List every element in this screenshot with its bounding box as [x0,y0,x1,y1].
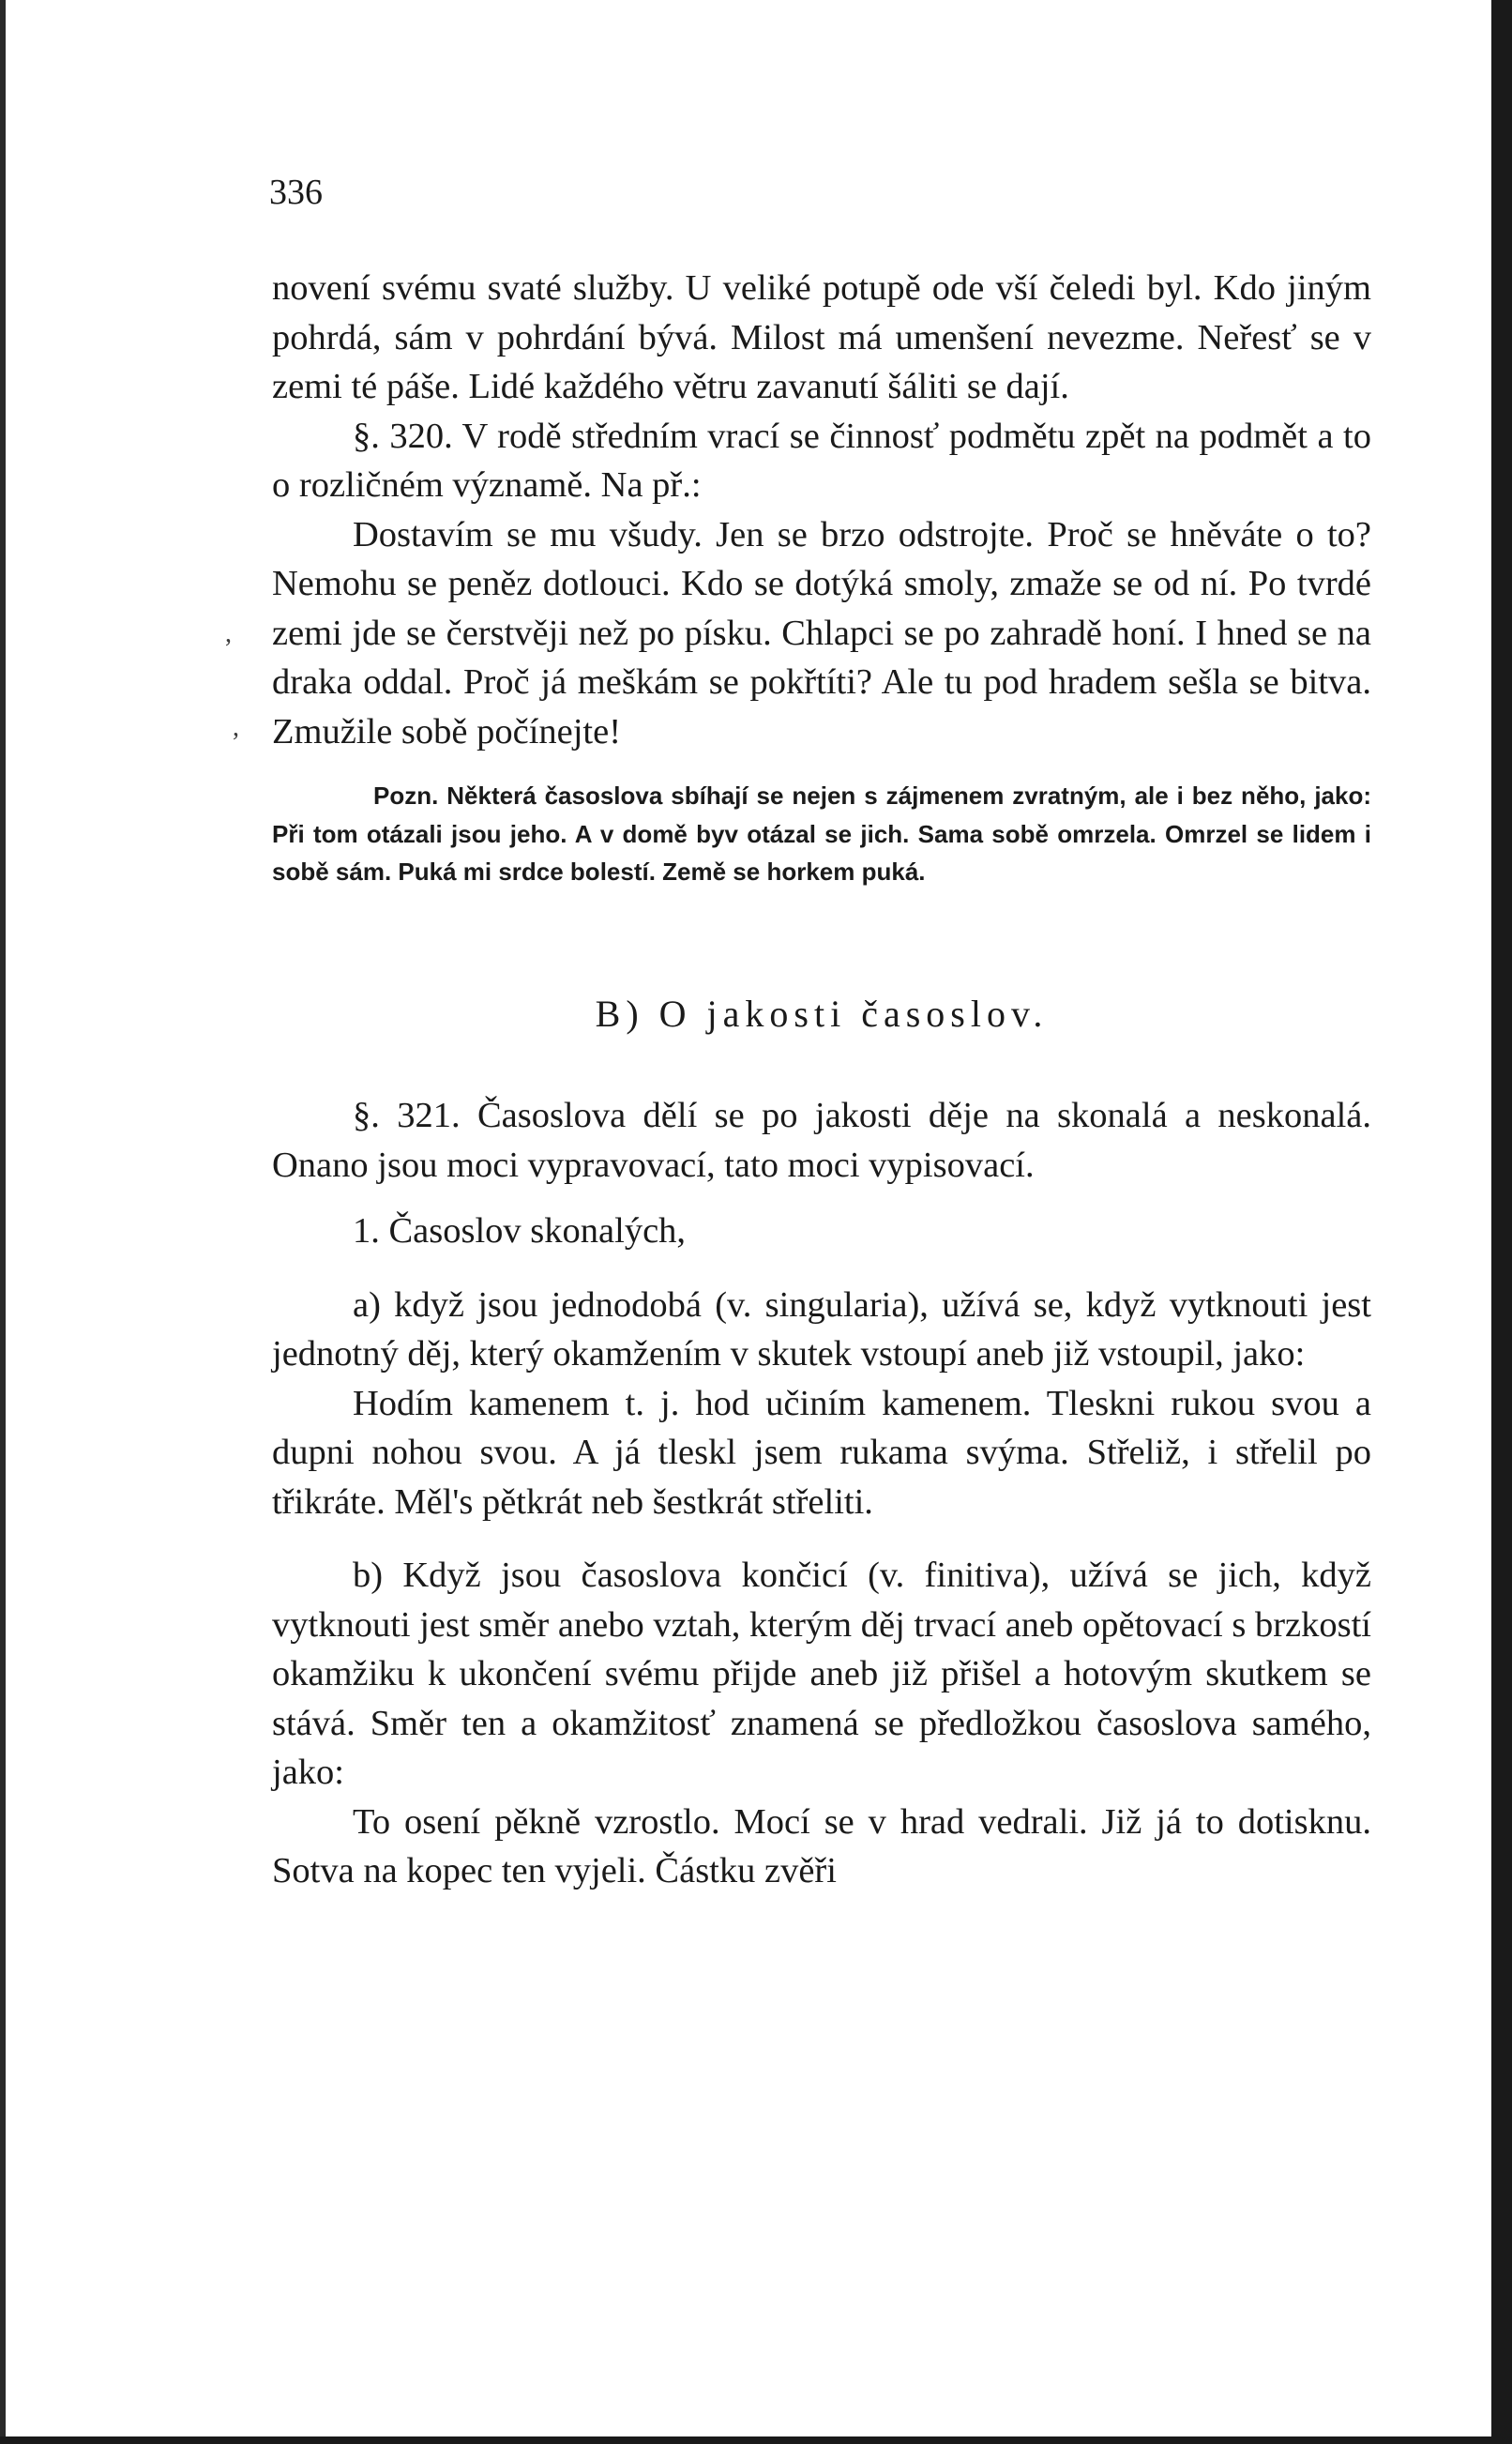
scan-border-right [1491,0,1512,2444]
margin-mark: , [225,619,232,648]
section-320-examples: Dostavím se mu všudy. Jen se brzo odstrojte. Proč se hněváte o to? Nemohu se peněz dotlouci. Kdo se dotýká smoly, zmaže se od ní. Po tvrdé zemi jde se čerstvěji než po písku. Chlapci se po zahradě honí. I hned se na draka oddal. Proč já meškám se pokřtíti? Ale tu pod hradem sešla se bitva. Zmužile sobě počínejte! [272,514,1371,751]
subsection-b-examples: To osení pěkně vzrostlo. Mocí se v hrad vedrali. Již já to dotisknu. Sotva na kopec ten vyjeli. Částku zvěři [272,1801,1371,1890]
section-320-intro: §. 320. V rodě středním vrací se činnosť podmětu zpět na podmět a to o rozličném významě. Na př.: [272,416,1371,505]
section-321-intro: §. 321. Časoslova dělí se po jakosti děje na skonalá a neskonalá. Onano jsou moci vypravovací, tato moci vypisovací. [272,1096,1371,1185]
scan-border-left [0,0,6,2444]
margin-mark: , [233,713,239,742]
subsection-a: a) když jsou jednodobá (v. singularia), užívá se, když vytknouti jest jednotný děj, který okamžením v skutek vstoupí aneb již vstoupil, jako: [272,1284,1371,1374]
page-number: 336 [269,173,323,212]
scan-border-bottom [0,2436,1512,2444]
paragraph-continuation: novení svému svaté služby. U veliké potupě ode vší čeledi byl. Kdo jiným pohrdá, sám v pohrdání bývá. Milost má umenšení nevezme. Neřesť se v zemi té páše. Lidé každého větru zavanutí šáliti se dají. [272,268,1371,406]
page-body [272,264,1371,1896]
list-item-heading: 1. Časoslov skonalých, [353,1211,687,1251]
subsection-b: b) Když jsou časoslova končicí (v. finitiva), užívá se jich, když vytknouti jest směr anebo vztah, kterým děj trvací aneb opětovací s brzkostí okamžiku k ukončení svému přijde aneb již přišel a hotovým skutkem se stává. Směr ten a okamžitosť znamená se předložkou časoslova samého, jako: [272,1556,1371,1792]
section-heading: B) O jakosti časoslov. [595,992,1049,1035]
subsection-a-examples: Hodím kamenem t. j. hod učiním kamenem. Tleskni rukou svou a dupni nohou svou. A já tleskl jsem rukama svýma. Střeliž, i střelil po třikráte. Měl's pětkrát neb šestkrát střeliti. [272,1383,1371,1522]
footnote-poznamka: Pozn. Některá časoslova sbíhají se nejen s zájmenem zvratným, ale i bez něho, jako: Při tom otázali jsou jeho. A v domě byv otázal se jich. Sama sobě omrzela. Omrzel se lidem i sobě sám. Puká mi srdce bolestí. Země se horkem puká. [272,782,1371,886]
